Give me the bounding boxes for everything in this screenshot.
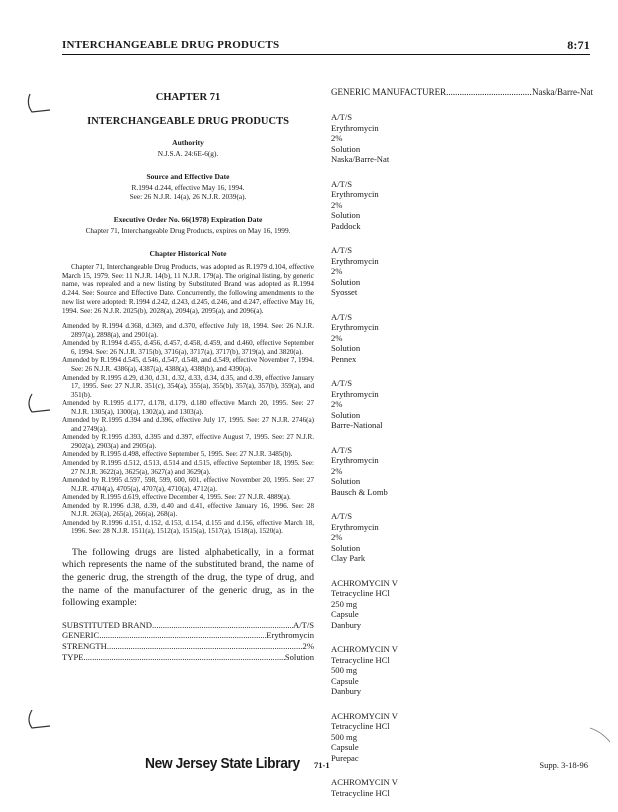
drug-entry-line: Solution [331, 276, 361, 287]
drug-entry-line: 2% [331, 399, 343, 409]
amendment-item: Amended by R.1995 d.512, d.513, d.514 and d.515, effective September 18, 1995. See: 27 N.J.R. 3622(a), 3625(a), 3627(a) and 3629(a). [62, 458, 314, 476]
drug-entry-line: Tetracycline HCl [331, 588, 390, 598]
drug-entry-line: ACHROMYCIN V [331, 777, 398, 787]
drug-entry-line: ACHROMYCIN V [331, 644, 398, 654]
drug-entry-line: 500 mg [331, 731, 358, 742]
listing-intro: The following drugs are listed alphabetically, in a format which represents the name of the substituted brand, the name of the generic drug, the strength of the drug, the type of drug, and the name of the manufacturer of the generic drug, as in the following example: [62, 546, 314, 609]
drug-entry-line: Capsule [331, 609, 359, 619]
amendment-item: Amended by R.1995 d.394 and d.396, effective July 17, 1995. See: 27 N.J.R. 2746(a) and 2749(a). [62, 416, 314, 433]
drug-entry-line: 2% [331, 532, 343, 542]
drug-entry-line: 2% [331, 133, 343, 143]
example-value: Erythromycin [266, 630, 314, 641]
drug-entry-line: A/T/S [331, 311, 353, 322]
drug-entry [331, 711, 593, 764]
authority-text: N.J.S.A. 24:6E-6(g). [157, 149, 219, 158]
drug-entry-line: Barre-National [331, 420, 383, 430]
drug-entry-line: 2% [331, 266, 343, 276]
drug-entry-line: Bausch & Lomb [331, 486, 388, 497]
drug-entry [331, 644, 593, 697]
history-heading: Chapter Historical Note [149, 249, 227, 258]
drug-entry-line: A/T/S [331, 112, 353, 122]
drug-entry [331, 511, 593, 564]
example-key: GENERIC [62, 630, 100, 641]
drug-entry-line: A/T/S [331, 511, 353, 521]
running-header [62, 38, 590, 55]
executive-order-heading: Executive Order No. 66(1978) Expiration Date [113, 215, 263, 224]
scan-mark-top [22, 92, 52, 118]
drug-entry-line: 2% [331, 332, 343, 343]
drug-entry-line: 2% [331, 199, 343, 210]
header-title: INTERCHANGEABLE DRUG PRODUCTS [62, 39, 280, 51]
drug-entry-line: A/T/S [331, 444, 353, 455]
drug-entry-line: Syosset [331, 287, 358, 297]
drug-entry-line: Erythromycin [331, 322, 379, 332]
drug-entries [331, 112, 593, 798]
generic-manufacturer-key: GENERIC MANUFACTURER [331, 87, 447, 97]
amendment-item: Amended by R.1994 d.545, d.546, d.547, d.548, and d.549, effective November 7, 1994. See: 26 N.J.R. 4386(a), 4387(a), 4388(a), 4388(b), and 4390(a). [62, 356, 314, 373]
generic-manufacturer-value: Naska/Barre-Nat [532, 87, 593, 97]
scan-mark-middle [22, 392, 52, 418]
drug-entry-line: Tetracycline HCl [331, 787, 390, 798]
drug-entry-line: Erythromycin [331, 255, 379, 266]
drug-entry [331, 777, 593, 798]
example-row [62, 620, 314, 631]
format-example [62, 620, 314, 662]
drug-entry [331, 245, 593, 298]
example-row [62, 641, 314, 652]
header-section-number: 8:71 [567, 38, 590, 52]
amendment-item: Amended by R.1996 d.151, d.152, d.153, d.154, d.155 and d.156, effective March 18, 1996. See: 28 N.J.R. 1511(a), 1512(a), 1515(a), 1517(a), 1518(a), 1520(a). [62, 518, 314, 536]
drug-entry-line: A/T/S [331, 245, 353, 255]
amendment-item: Amended by R.1995 d.498, effective September 5, 1995. See: 27 N.J.R. 3485(b). [62, 450, 293, 459]
amendment-item: Amended by R.1996 d.38, d.39, d.40 and d.41, effective January 16, 1996. See: 28 N.J.R. 263(a), 265(a), 266(a), 268(a). [62, 501, 314, 519]
drug-entry-line: 500 mg [331, 665, 358, 675]
executive-order-text: Chapter 71, Interchangeable Drug Products, expires on May 16, 1999. [85, 226, 291, 235]
left-column [62, 92, 314, 662]
drug-entry-line: Pennex [331, 353, 357, 364]
history-note [62, 263, 314, 315]
drug-entry [331, 445, 593, 498]
supplement-date: Supp. 3-18-96 [539, 760, 588, 770]
drug-entry [331, 112, 593, 165]
drug-entry-line: Clay Park [331, 553, 366, 563]
source-line-2: See: 26 N.J.R. 14(a), 26 N.J.R. 2039(a). [129, 192, 247, 201]
example-value: 2% [302, 641, 314, 652]
drug-entry-line: ACHROMYCIN V [331, 710, 398, 721]
drug-entry-line: Erythromycin [331, 521, 379, 532]
generic-manufacturer-row [331, 87, 593, 97]
drug-entry-line: Naska/Barre-Nat [331, 154, 390, 164]
drug-entry [331, 578, 593, 631]
drug-entry-line: Erythromycin [331, 455, 379, 465]
drug-entry-line: Danbury [331, 686, 362, 696]
drug-entry-line: 2% [331, 465, 343, 476]
drug-entry [331, 179, 593, 232]
drug-entry-line: Danbury [331, 619, 362, 630]
drug-entry [331, 378, 593, 431]
drug-entry-line: A/T/S [331, 178, 353, 189]
drug-entry-line: Solution [331, 143, 361, 154]
example-key: TYPE [62, 651, 84, 662]
drug-entry-line: Solution [331, 210, 361, 220]
source-line-1: R.1994 d.244, effective May 16, 1994. [131, 183, 245, 192]
example-row [62, 652, 314, 663]
example-key: STRENGTH [62, 641, 107, 652]
right-column [331, 87, 593, 812]
drug-entry [331, 312, 593, 365]
amendment-item: Amended by R.1995 d.177, d.178, d.179, d.180 effective March 20, 1995. See: 27 N.J.R. 1305(a), 1300(a), 1302(a), and 1303(a). [62, 399, 314, 416]
chapter-title: INTERCHANGEABLE DRUG PRODUCTS [87, 116, 289, 127]
example-value: Solution [284, 651, 314, 662]
drug-entry-line: Solution [331, 409, 361, 420]
drug-entry-line: Solution [331, 542, 361, 553]
example-row [62, 630, 314, 641]
drug-entry-line: Tetracycline HCl [331, 654, 390, 665]
scan-mark-bottom [22, 708, 52, 734]
amendment-item: Amended by R.1995 d.29, d.30, d.31, d.32, d.33, d.34, d.35, and d.39, effective January 17, 1995. See: 27 N.J.R. 351(c), 354(a), 355(a), 355(b), 357(a), 357(b), 359(a), and 351(b). [62, 373, 314, 399]
drug-entry-line: Capsule [331, 675, 359, 686]
amendments-list [62, 322, 314, 536]
drug-entry-line: Erythromycin [331, 122, 379, 133]
drug-entry-line: Erythromycin [331, 189, 379, 199]
amendment-item: Amended by R.1995 d.619, effective December 4, 1995. See: 27 N.J.R. 4889(a). [62, 493, 291, 502]
page-number: 71-1 [314, 760, 330, 770]
amendment-item: Amended by R.1995 d.597, 598, 599, 600, 601, effective November 20, 1995. See: 27 N.J.R. 4704(a), 4705(a), 4707(a), 4710(a), 4712(a). [62, 476, 314, 493]
drug-entry-line: Erythromycin [331, 388, 379, 399]
drug-entry-line: Tetracycline HCl [331, 721, 390, 731]
drug-entry-line: Solution [331, 476, 361, 486]
drug-entry-line: Capsule [331, 742, 359, 752]
amendment-item: Amended by R.1995 d.393, d.395 and d.397, effective August 7, 1995. See: 27 N.J.R. 2902(a), 2903(a) and 2905(a). [62, 433, 314, 450]
drug-entry-line: 250 mg [331, 598, 358, 609]
drug-entry-line: Purepac [331, 752, 359, 763]
drug-entry-line: Solution [331, 343, 361, 353]
drug-entry-line: Paddock [331, 220, 361, 231]
amendment-item: Amended by R.1994 d.368, d.369, and d.370, effective July 18, 1994. See: 26 N.J.R. 2897(a), 2898(a), and 2901(a). [62, 322, 314, 339]
drug-entry-line: ACHROMYCIN V [331, 577, 398, 588]
drug-entry-line: A/T/S [331, 378, 353, 388]
example-key: SUBSTITUTED BRAND [62, 619, 152, 630]
history-paragraph: Chapter 71, Interchangeable Drug Products, was adopted as R.1979 d.104, effective March 15, 1979. See: 11 N.J.R. 14(b), 11 N.J.R. 179(a). The original listing, by generic name, was repealed and a new listing by Substituted Brand was adopted as R.1994 d.244. See: Source and Effective Date. Concurrently, the following amendments to the new list were adopted: R.1994 d.242, d.243, d.245, d.246, and d.247, effective May 16, 1994. See: 26 N.J.R. 2025(b), 2028(a), 2094(a), 2095(a), and 2096(a). [62, 263, 314, 315]
chapter-number: CHAPTER 71 [155, 92, 221, 103]
authority-heading: Authority [172, 138, 204, 147]
example-value: A/T/S [292, 619, 314, 630]
amendment-item: Amended by R.1994 d.455, d.456, d.457, d.458, d.459, and d.460, effective September 6, 1994. See: 26 N.J.R. 3715(b), 3716(a), 3717(a), 3717(b), 3719(a), and 3820(a). [62, 339, 314, 356]
source-heading: Source and Effective Date [146, 172, 230, 181]
library-watermark: New Jersey State Library [145, 756, 300, 772]
